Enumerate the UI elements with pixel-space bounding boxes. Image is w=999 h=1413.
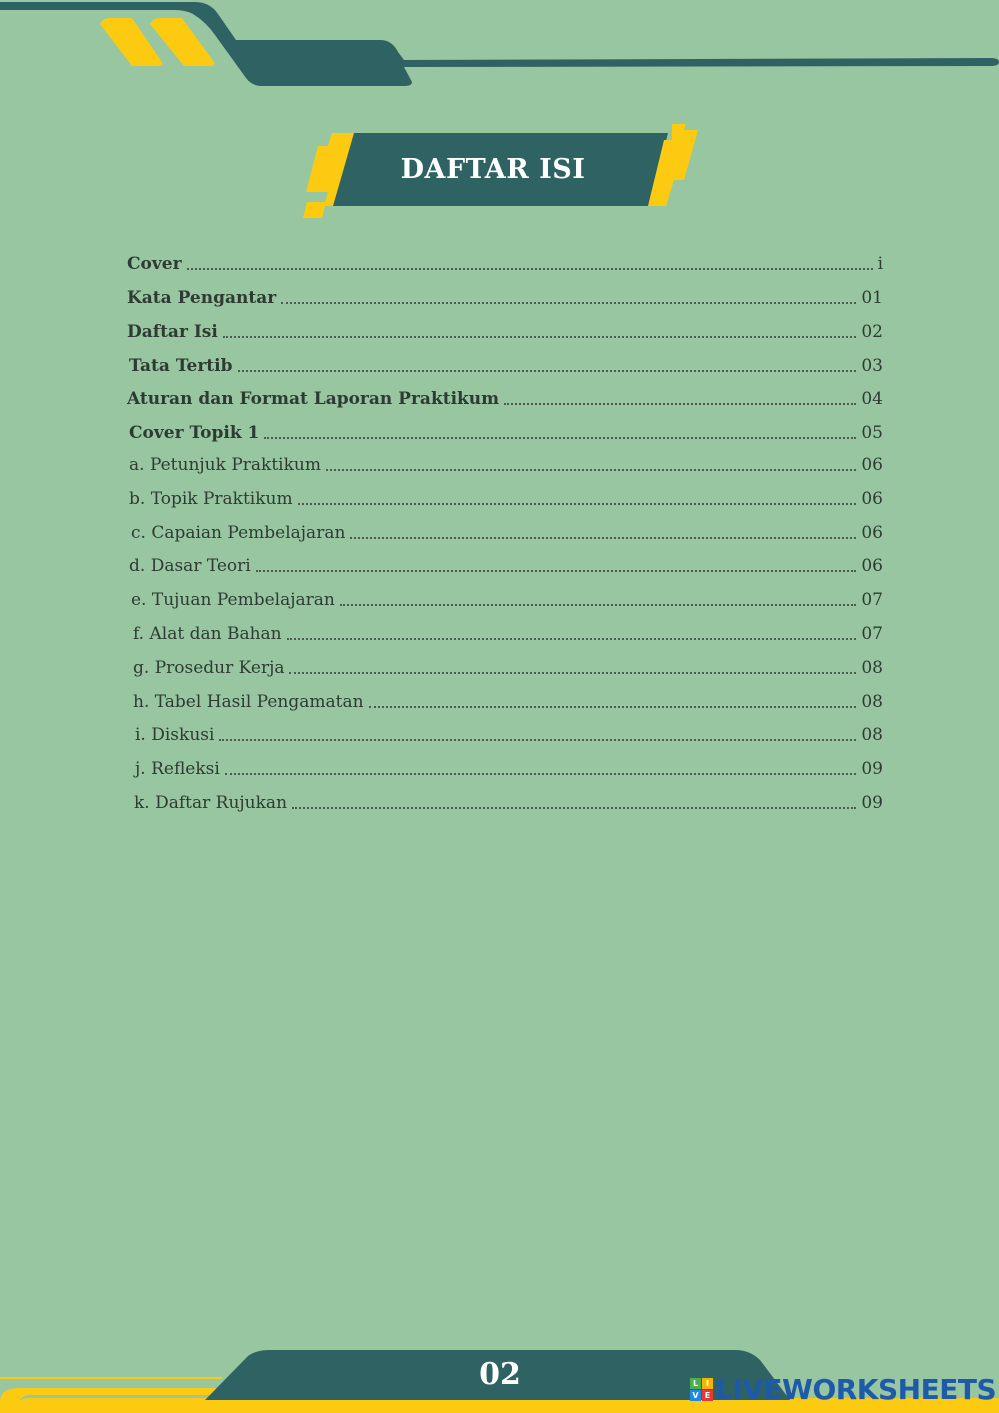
title-banner-left-tab: [303, 202, 326, 218]
header-decoration: [0, 0, 999, 100]
toc-entry-dot-leader: [350, 536, 856, 539]
toc-entry-label: Daftar Isi: [127, 322, 218, 342]
toc-entry-dot-leader: [219, 738, 856, 741]
toc-entry-label: Tata Tertib: [129, 356, 233, 376]
header-swoosh-shape: [0, 2, 999, 86]
page-number: 02: [479, 1357, 521, 1392]
toc-entry-page-number: 05: [861, 423, 883, 443]
toc-entry-page-number: 08: [861, 725, 883, 745]
toc-entry[interactable]: [129, 488, 883, 510]
toc-entry[interactable]: [133, 657, 883, 679]
page-title: DAFTAR ISI: [400, 153, 586, 185]
toc-entry-label: j. Refleksi: [135, 759, 220, 779]
toc-entry-label: b. Topik Praktikum: [129, 489, 293, 509]
toc-entry-dot-leader: [292, 806, 856, 809]
toc-entry-page-number: 07: [861, 590, 883, 610]
toc-entry[interactable]: [133, 623, 883, 645]
toc-entry[interactable]: [129, 355, 883, 377]
toc-entry-label: e. Tujuan Pembelajaran: [131, 590, 335, 610]
toc-entry-dot-leader: [289, 671, 856, 674]
toc-entry-page-number: 06: [861, 489, 883, 509]
toc-entry-label: f. Alat dan Bahan: [133, 624, 282, 644]
toc-entry[interactable]: [133, 691, 883, 713]
toc-entry-label: g. Prosedur Kerja: [133, 658, 285, 678]
toc-entry[interactable]: [131, 522, 883, 544]
toc-entry[interactable]: [131, 589, 883, 611]
toc-entry[interactable]: [135, 724, 883, 746]
toc-entry-dot-leader: [287, 637, 857, 640]
toc-entry-page-number: 08: [861, 658, 883, 678]
toc-entry-label: k. Daftar Rujukan: [134, 793, 288, 813]
toc-entry-dot-leader: [187, 267, 873, 270]
toc-entry-dot-leader: [264, 436, 856, 439]
toc-entry-page-number: 02: [861, 322, 883, 342]
toc-entry-dot-leader: [326, 468, 856, 471]
logo-block-v: V: [690, 1390, 701, 1401]
toc-entry[interactable]: [127, 287, 883, 309]
toc-entry-page-number: 06: [861, 455, 883, 475]
toc-entry-label: h. Tabel Hasil Pengamatan: [133, 692, 364, 712]
toc-entry-label: c. Capaian Pembelajaran: [131, 523, 346, 543]
toc-entry-dot-leader: [223, 335, 857, 338]
toc-entry[interactable]: [127, 321, 883, 343]
logo-block-e: E: [702, 1390, 713, 1401]
toc-entry-dot-leader: [504, 402, 856, 405]
liveworksheets-logo-text: LIVEWORKSHEETS: [715, 1372, 997, 1406]
toc-entry[interactable]: [134, 792, 883, 814]
toc-entry-label: Kata Pengantar: [127, 288, 277, 308]
liveworksheets-logo-icon: [690, 1378, 713, 1401]
toc-entry-dot-leader: [298, 502, 857, 505]
toc-entry-label: d. Dasar Teori: [129, 556, 251, 576]
toc-entry-dot-leader: [340, 603, 857, 606]
logo-block-i: I: [702, 1378, 713, 1389]
toc-entry[interactable]: [127, 388, 883, 410]
toc-entry[interactable]: [129, 422, 883, 444]
toc-entry-page-number: 01: [861, 288, 883, 308]
toc-entry-dot-leader: [238, 369, 857, 372]
toc-entry[interactable]: [127, 253, 883, 275]
toc-entry-label: Cover Topik 1: [129, 423, 260, 443]
toc-entry-dot-leader: [281, 301, 856, 304]
toc-entry-page-number: 09: [861, 759, 883, 779]
toc-entry-page-number: 07: [861, 624, 883, 644]
toc-entry[interactable]: [129, 555, 883, 577]
toc-entry-page-number: 03: [861, 356, 883, 376]
toc-entry-label: Cover: [127, 254, 182, 274]
toc-entry-page-number: 04: [861, 389, 883, 409]
toc-entry-dot-leader: [369, 705, 857, 708]
toc-entry-label: i. Diskusi: [135, 725, 215, 745]
toc-entry-page-number: 06: [861, 523, 883, 543]
toc-entry-page-number: 08: [861, 692, 883, 712]
toc-entry-page-number: i: [877, 254, 883, 274]
toc-entry-page-number: 06: [861, 556, 883, 576]
toc-entry-label: a. Petunjuk Praktikum: [129, 455, 321, 475]
toc-entry-dot-leader: [256, 569, 857, 572]
toc-entry-label: Aturan dan Format Laporan Praktikum: [127, 389, 500, 409]
logo-block-l: L: [690, 1378, 701, 1389]
toc-entry[interactable]: [135, 758, 883, 780]
liveworksheets-logo[interactable]: [690, 1372, 996, 1406]
toc-entry-page-number: 09: [861, 793, 883, 813]
toc-entry-dot-leader: [225, 772, 857, 775]
toc-entry[interactable]: [129, 454, 883, 476]
